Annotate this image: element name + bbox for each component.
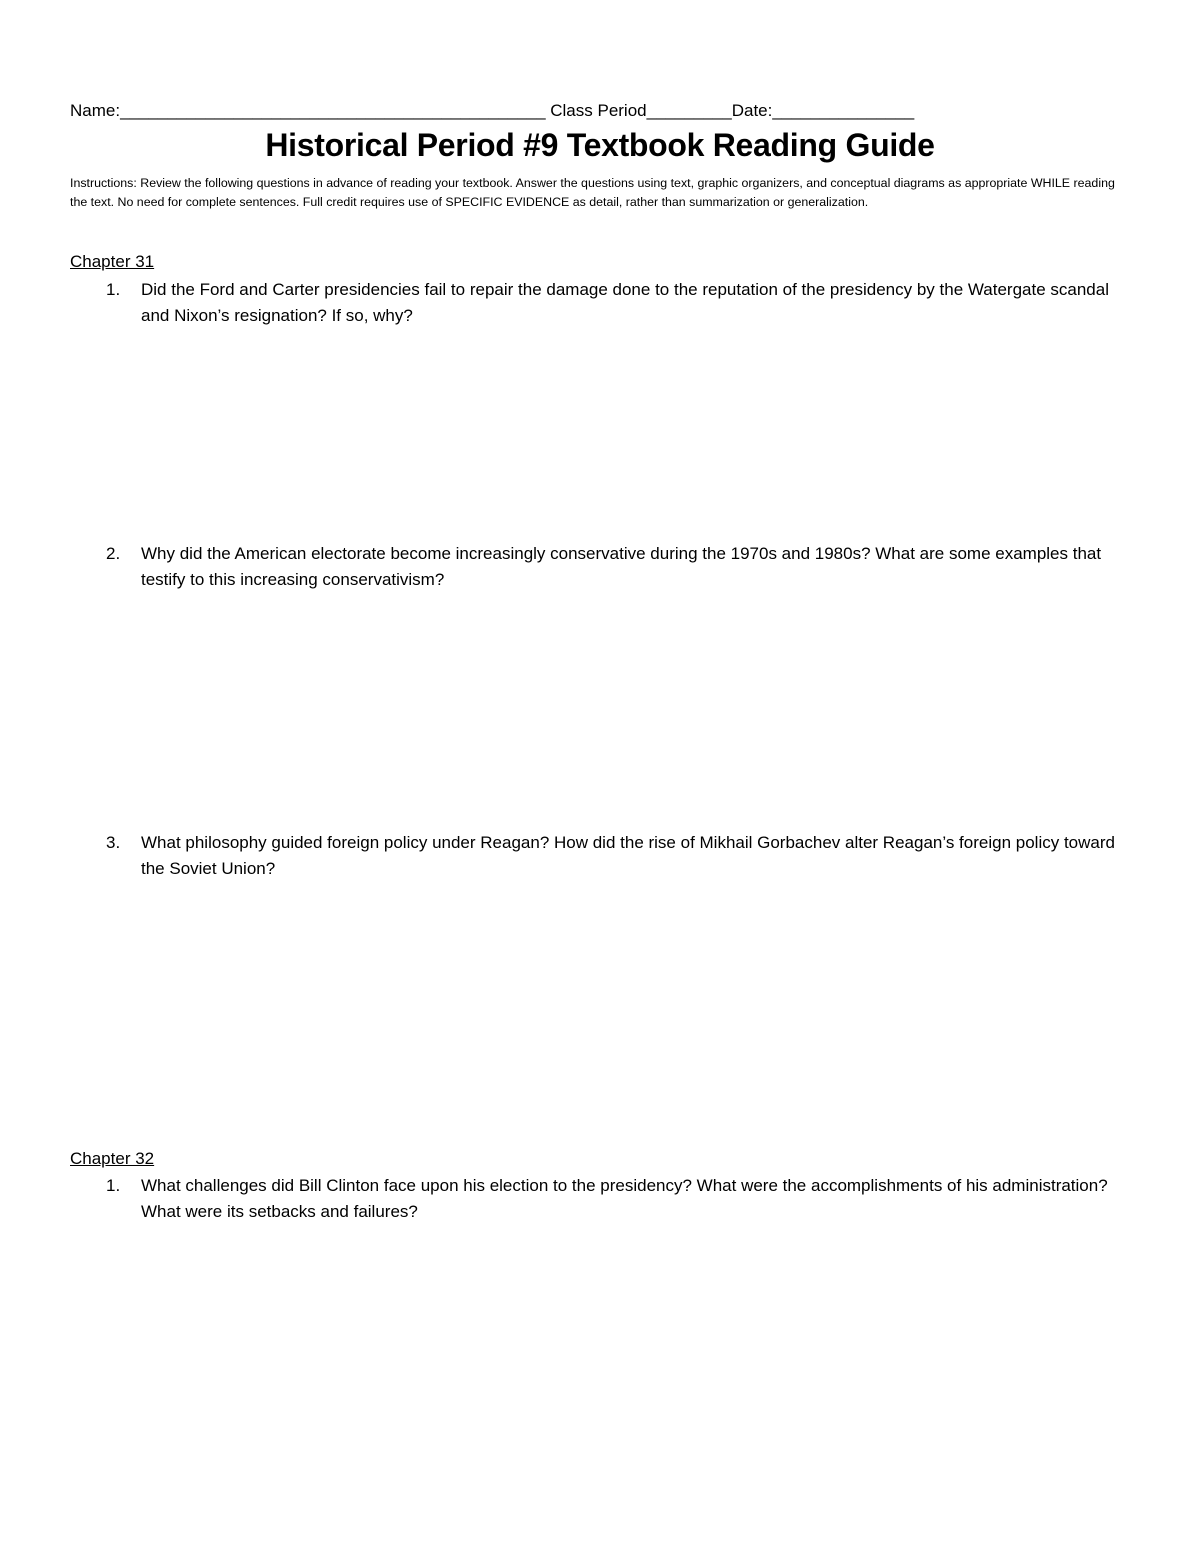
page-title: Historical Period #9 Textbook Reading Guide <box>265 127 935 163</box>
question-text: Did the Ford and Carter presidencies fail to repair the damage done to the reputation of the presidency by the Watergate scandal and Nixon’s resignation? If so, why? <box>141 280 1109 325</box>
question-text: What challenges did Bill Clinton face upon his election to the presidency? What were the accomplishments of his administration? What were its setbacks and failures? <box>141 1176 1108 1221</box>
question-item <box>70 277 1135 329</box>
question-number: 1. <box>106 1176 121 1195</box>
name-period-date-line: Name:_____________________________________________ Class Period_________Date:_______________ <box>70 101 915 120</box>
instructions-text: Instructions: Review the following questions in advance of reading your textbook. Answer the questions using text, graphic organizers, and conceptual diagrams as appropriate WHILE reading the text. No need for complete sentences. Full credit requires use of SPECIFIC EVIDENCE as detail, rather than summarization or generalization. <box>70 176 1115 209</box>
question-number: 1. <box>106 280 121 299</box>
question-number: 2. <box>106 544 121 563</box>
question-number: 3. <box>106 833 121 852</box>
question-item <box>70 1173 1135 1225</box>
question-item <box>70 830 1135 882</box>
question-text: What philosophy guided foreign policy under Reagan? How did the rise of Mikhail Gorbachev alter Reagan’s foreign policy toward the Soviet Union? <box>141 833 1115 878</box>
chapter-32-heading: Chapter 32 <box>70 1149 155 1168</box>
question-item <box>70 541 1135 593</box>
question-text: Why did the American electorate become increasingly conservative during the 1970s and 1980s? What are some examples that testify to this increasing conservativism? <box>141 544 1102 589</box>
chapter-31-heading: Chapter 31 <box>70 252 155 271</box>
